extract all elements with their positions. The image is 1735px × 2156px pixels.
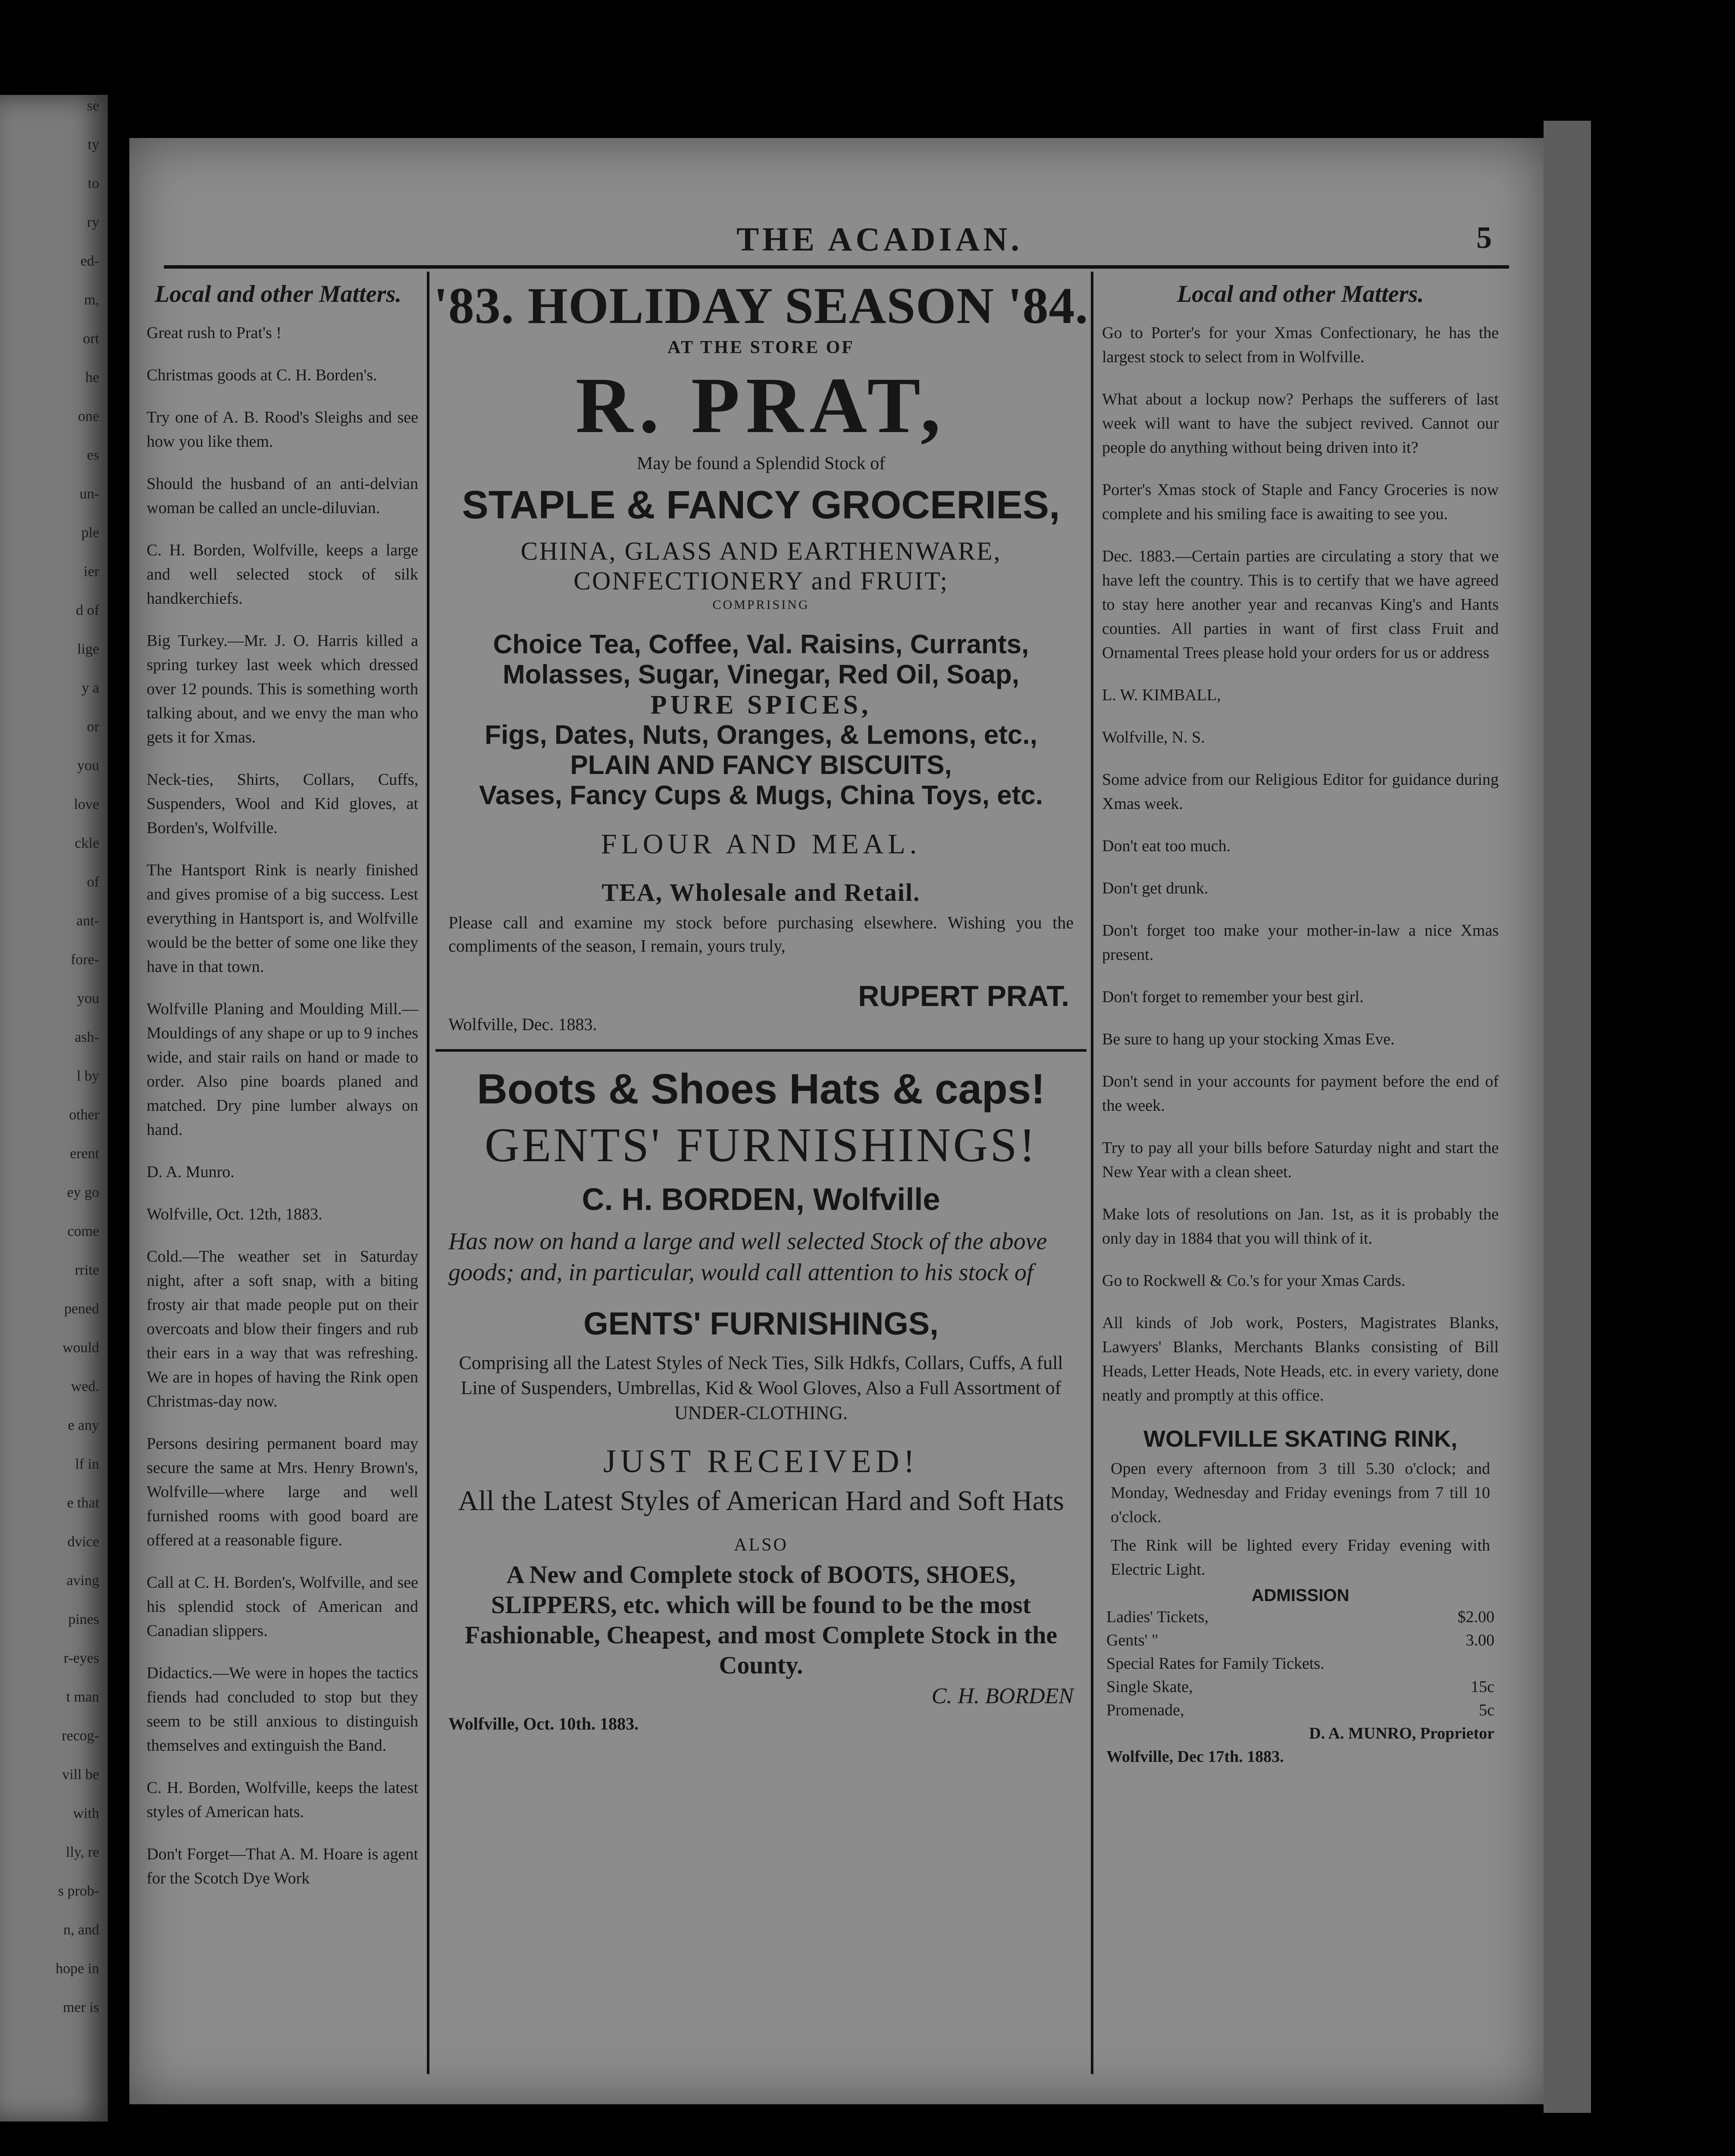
proprietor-line: D. A. MUNRO, Proprietor: [1309, 1724, 1494, 1742]
previous-page-fragment: erent: [70, 1146, 99, 1162]
previous-page-fragment: other: [69, 1107, 99, 1123]
previous-page-fragment: ey go: [67, 1185, 99, 1200]
previous-page-fragment: wed.: [71, 1379, 99, 1395]
previous-page-fragment: dvice: [67, 1534, 99, 1550]
news-item: Wolfville, N. S.: [1102, 728, 1205, 746]
borden-advertisement: [431, 1065, 1091, 1736]
previous-page-fragment: ash-: [75, 1029, 99, 1045]
previous-page-fragment: you: [77, 990, 99, 1006]
news-item: Porter's Xmas stock of Staple and Fancy Groceries is now complete and his smiling face is awaiting to see you.: [1102, 481, 1499, 523]
news-item: Don't eat too much.: [1102, 837, 1231, 855]
news-item: Don't forget to remember your best girl.: [1102, 988, 1364, 1006]
previous-page-fragment: ry: [87, 214, 99, 230]
previous-page-fragment: y a: [81, 680, 99, 696]
page-number: 5: [1476, 220, 1492, 255]
previous-page-fragment: with: [73, 1805, 99, 1821]
boots-shoes-headline: Boots & Shoes Hats & caps!: [477, 1065, 1045, 1112]
news-item: D. A. Munro.: [147, 1163, 235, 1181]
previous-page-fragment: of: [87, 874, 99, 890]
news-item: Go to Porter's for your Xmas Confectionary, he has the largest stock to select from in Wolfville.: [1102, 324, 1499, 366]
previous-page-fragment: aving: [66, 1573, 99, 1589]
news-item: C. H. Borden, Wolfville, keeps a large and well selected stock of silk handkerchiefs.: [147, 541, 418, 608]
news-item: Don't forget too make your mother-in-law a nice Xmas present.: [1102, 921, 1499, 964]
news-item: Didactics.—We were in hopes the tactics fiends had concluded to stop but they seem to be still anxious to distinguish themselves and extinguish the Band.: [147, 1664, 418, 1755]
skating-heading: WOLFVILLE SKATING RINK,: [1143, 1426, 1457, 1452]
price-row: [1106, 1629, 1494, 1652]
news-item: Be sure to hang up your stocking Xmas Eve.: [1102, 1030, 1395, 1048]
news-item: Big Turkey.—Mr. J. O. Harris killed a spring turkey last week which dressed over 12 pounds. This is something worth talking about, and we envy the man who gets it for Xmas.: [147, 632, 418, 746]
admission-heading: ADMISSION: [1251, 1586, 1350, 1605]
news-item: Wolfville Planing and Moulding Mill.—Mouldings of any shape or up to 9 inches wide, and stair rails on hand or made to order. Also pine boards planed and matched. Dry pine lumber always on hand.: [147, 1000, 418, 1139]
previous-page-fragment: recog-: [62, 1728, 99, 1744]
borden-dateline: Wolfville, Oct. 10th. 1883.: [448, 1714, 639, 1733]
previous-page-fragment: love: [74, 796, 99, 812]
previous-page-fragment: s prob-: [58, 1883, 99, 1899]
previous-page-fragment: n, and: [63, 1922, 99, 1938]
newspaper-title: THE ACADIAN.: [736, 220, 1023, 258]
masthead-rule: [164, 265, 1509, 269]
news-item: All kinds of Job work, Posters, Magistrates Blanks, Lawyers' Blanks, Merchants Blanks consisting of Bill Heads, Letter Heads, Note Heads, etc. in every variety, done neatly and promptly at this office.: [1102, 1314, 1499, 1404]
middle-column: [431, 272, 1091, 2074]
price-row: [1106, 1652, 1494, 1675]
news-item: Don't get drunk.: [1102, 879, 1209, 897]
news-item: Try one of A. B. Rood's Sleighs and see how you like them.: [147, 408, 418, 451]
news-item: Call at C. H. Borden's, Wolfville, and see his splendid stock of American and Canadian slippers.: [147, 1573, 418, 1640]
at-store-line: AT THE STORE OF: [667, 338, 855, 357]
previous-page-fragment: lly, re: [66, 1844, 99, 1860]
skating-rink-notice: [1093, 1426, 1507, 1768]
right-column-heading: Local and other Matters.: [1177, 281, 1424, 307]
just-received: JUST RECEIVED!: [603, 1443, 919, 1479]
price-label: Single Skate,: [1106, 1678, 1193, 1696]
prat-signature: RUPERT PRAT.: [858, 980, 1069, 1012]
news-item: Cold.—The weather set in Saturday night, after a soft snap, with a biting frosty air that made people put on their overcoats and blow their fingers and rub their ears in a way that was refreshing. We are in hopes of having the Rink open Christmas-day now.: [147, 1247, 418, 1410]
previous-page-fragment: come: [67, 1223, 99, 1239]
previous-page-fragment: he: [85, 370, 99, 385]
gents-furnishings-sub: GENTS' FURNISHINGS,: [583, 1306, 939, 1341]
tea-line: TEA, Wholesale and Retail.: [601, 878, 921, 906]
previous-page-fragment: ort: [83, 331, 99, 347]
previous-page-fragment: ty: [88, 137, 99, 153]
news-item: Great rush to Prat's !: [147, 324, 282, 342]
skating-dateline: Wolfville, Dec 17th. 1883.: [1106, 1748, 1284, 1766]
previous-page-fragment: ant-: [76, 913, 99, 929]
also-line: ALSO: [734, 1535, 788, 1555]
prat-name: R. PRAT,: [575, 361, 947, 450]
previous-page-fragment: lige: [77, 641, 99, 657]
news-item: Dec. 1883.—Certain parties are circulating a story that we have left the country. This is to certify that we have agreed to stay here another year and recanvas King's and Hants counties. All parties in want of first class Fruit and Ornamental Trees please hold your orders for us or address: [1102, 547, 1499, 662]
borden-intro: Has now on hand a large and well selected Stock of the above goods; and, in particular, would call attention to his stock of: [448, 1228, 1047, 1286]
previous-page-fragment: e that: [67, 1495, 99, 1511]
previous-page-fragment: pened: [64, 1301, 99, 1317]
price-label: Special Rates for Family Tickets.: [1106, 1655, 1325, 1673]
goods-line: Figs, Dates, Nuts, Oranges, & Lemons, etc.,: [485, 720, 1037, 750]
previous-page-fragment: r-eyes: [63, 1650, 99, 1666]
previous-page-fragment: l by: [77, 1068, 99, 1084]
news-item: Make lots of resolutions on Jan. 1st, as it is probably the only day in 1884 that you will think of it.: [1102, 1205, 1499, 1247]
previous-page-fragment: lf in: [75, 1456, 99, 1472]
flour-and-meal: FLOUR AND MEAL.: [601, 828, 921, 860]
may-be-found: May be found a Splendid Stock of: [636, 454, 886, 473]
left-column-items: [129, 321, 427, 1890]
previous-page-fragment: vill be: [62, 1767, 99, 1783]
holiday-headline: '83. HOLIDAY SEASON '84.: [433, 277, 1089, 334]
goods-list: [431, 630, 1091, 811]
previous-page-fragment: rrite: [75, 1262, 99, 1278]
borden-name: C. H. BORDEN, Wolfville: [582, 1182, 940, 1217]
price-value: $2.00: [1457, 1608, 1494, 1626]
left-column: [129, 272, 429, 2074]
news-item: C. H. Borden, Wolfville, keeps the latest styles of American hats.: [147, 1779, 418, 1821]
please-call-text: Please call and examine my stock before purchasing elsewhere. Wishing you the compliments of the season, I remain, yours truly,: [448, 913, 1074, 956]
borden-signature: C. H. BORDEN: [931, 1684, 1074, 1708]
previous-page-fragment: pines: [68, 1611, 99, 1627]
goods-line: Choice Tea, Coffee, Val. Raisins, Currants,: [493, 630, 1029, 659]
previous-page-fragment: t man: [66, 1689, 99, 1705]
previous-page-fragment: ed-: [80, 253, 99, 269]
previous-page-fragment: ier: [84, 564, 99, 580]
staple-groceries: STAPLE & FANCY GROCERIES,: [462, 483, 1060, 527]
news-item: L. W. KIMBALL,: [1102, 686, 1221, 704]
left-column-heading: Local and other Matters.: [154, 281, 402, 307]
prat-dateline: Wolfville, Dec. 1883.: [448, 1015, 597, 1034]
latest-hats: All the Latest Styles of American Hard and Soft Hats: [458, 1485, 1064, 1517]
price-value: 3.00: [1466, 1631, 1494, 1649]
borden-comprising: Comprising all the Latest Styles of Neck Ties, Silk Hdkfs, Collars, Cuffs, A full Line of Suspenders, Umbrellas, Kid & Wool Gloves, Also a Full Assortment of UNDER-CLOTHING.: [459, 1352, 1063, 1423]
previous-page-fragment: hope in: [55, 1961, 99, 1977]
skating-light: The Rink will be lighted every Friday evening with Electric Light.: [1111, 1536, 1490, 1579]
news-item: Try to pay all your bills before Saturday night and start the New Year with a clean sheet.: [1102, 1139, 1499, 1181]
news-item: The Hantsport Rink is nearly finished and gives promise of a big success. Lest everything in Hantsport is, and Wolfville would be the better of some one like they have in that town.: [147, 861, 418, 976]
previous-page-fragment: one: [78, 408, 99, 424]
news-item: Should the husband of an anti-delvian woman be called an uncle-diluvian.: [147, 475, 418, 517]
price-row: [1106, 1675, 1494, 1698]
previous-page-edge: [0, 95, 108, 2122]
news-item: Don't send in your accounts for payment before the end of the week.: [1102, 1072, 1499, 1115]
news-item: Don't Forget—That A. M. Hoare is agent for the Scotch Dye Work: [147, 1845, 418, 1887]
right-column-items: [1093, 321, 1507, 1407]
news-item: Go to Rockwell & Co.'s for your Xmas Cards.: [1102, 1272, 1406, 1290]
news-item: What about a lockup now? Perhaps the sufferers of last week will want to have the subject revived. Cannot our people do anything without being driven into it?: [1102, 390, 1499, 457]
masthead: [172, 216, 1500, 263]
previous-page-fragment: you: [77, 758, 99, 774]
goods-line: PLAIN AND FANCY BISCUITS,: [570, 750, 952, 780]
price-label: Ladies' Tickets,: [1106, 1608, 1209, 1626]
previous-page-fragment: es: [87, 447, 99, 463]
newspaper-page: [129, 138, 1544, 2104]
previous-page-text: [0, 95, 108, 2019]
news-item: Christmas goods at C. H. Borden's.: [147, 366, 377, 384]
news-item: Persons desiring permanent board may secure the same at Mrs. Henry Brown's, Wolfville—where large and well furnished rooms with good board are offered at a reasonable figure.: [147, 1435, 418, 1549]
previous-page-fragment: fore-: [70, 952, 99, 968]
previous-page-fragment: ple: [81, 525, 99, 541]
news-item: Wolfville, Oct. 12th, 1883.: [147, 1205, 323, 1223]
previous-page-fragment: mer is: [63, 1999, 99, 2015]
confectionery-line: CONFECTIONERY and FRUIT;: [573, 567, 949, 595]
goods-line: PURE SPICES,: [650, 690, 872, 720]
previous-page-fragment: or: [87, 719, 99, 735]
prat-advertisement: [431, 276, 1091, 1036]
china-line: CHINA, GLASS AND EARTHENWARE,: [520, 537, 1002, 565]
new-stock-text: A New and Complete stock of BOOTS, SHOES, SLIPPERS, etc. which will be found to be the most Fashionable, Cheapest, and most Complete Stock in the County.: [464, 1561, 1058, 1679]
goods-line: Molasses, Sugar, Vinegar, Red Oil, Soap,: [503, 660, 1019, 689]
previous-page-fragment: would: [63, 1340, 99, 1356]
gents-furnishings-headline: GENTS' FURNISHINGS!: [485, 1119, 1037, 1172]
previous-page-fragment: se: [87, 98, 99, 114]
price-row: [1106, 1605, 1494, 1629]
price-value: 15c: [1471, 1678, 1494, 1696]
previous-page-fragment: d of: [76, 602, 99, 618]
goods-line: Vases, Fancy Cups & Mugs, China Toys, etc.: [479, 780, 1043, 810]
ad-divider: [435, 1049, 1087, 1052]
right-column: [1091, 272, 1507, 2074]
previous-page-fragment: e any: [68, 1417, 99, 1433]
skating-hours: Open every afternoon from 3 till 5.30 o'clock; and Monday, Wednesday and Friday evenings from 7 till 10 o'clock.: [1111, 1460, 1490, 1526]
previous-page-fragment: ckle: [75, 835, 99, 851]
price-label: Gents' ": [1106, 1631, 1159, 1649]
news-item: Neck-ties, Shirts, Collars, Cuffs, Suspenders, Wool and Kid gloves, at Borden's, Wolfville.: [147, 771, 418, 837]
news-item: Some advice from our Religious Editor for guidance during Xmas week.: [1102, 771, 1499, 813]
previous-page-fragment: to: [88, 175, 99, 191]
comprising-line: COMPRISING: [712, 598, 810, 612]
previous-page-fragment: m,: [84, 292, 99, 308]
price-list: [1093, 1605, 1507, 1768]
right-page-edge: [1544, 121, 1591, 2113]
price-value: 5c: [1479, 1701, 1494, 1719]
price-row: [1106, 1698, 1494, 1722]
price-label: Promenade,: [1106, 1701, 1184, 1719]
previous-page-fragment: un-: [79, 486, 99, 502]
